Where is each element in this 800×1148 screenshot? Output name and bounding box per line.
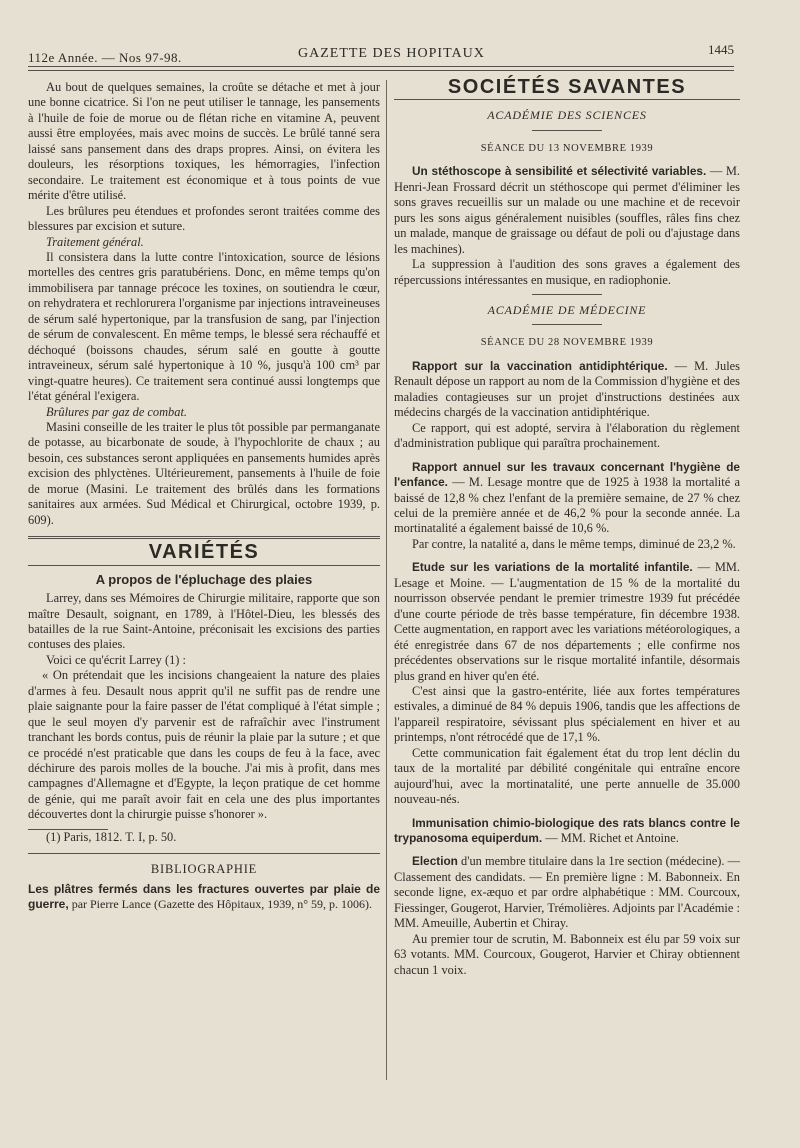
column-divider [386, 80, 387, 1080]
short-rule [532, 324, 602, 325]
report-text: — M. Henri-Jean Frossard décrit un stéthoscope qui permet d'éliminer les sons graves recueillis sur un malade ou une machine et de recevoir purs les sons aigus généralement nuisibles (souffles, râles fins chez un malade, manque de graissage ou défaut de poli ou d'ajustage dans les machines). [394, 164, 740, 256]
section-subheading: Traitement général. [46, 234, 144, 249]
academy-heading: ACADÉMIE DES SCIENCES [487, 108, 647, 123]
page-number: 1445 [708, 42, 734, 57]
article-title: A propos de l'épluchage des plaies [95, 571, 313, 587]
report-text: — M. Lesage montre que de 1925 à 1938 la mortalité a baissé de 12,8 % chez l'enfant de la première semaine, de 27 % chez celui de la première année et de 46,2 % pour la seconde année. La mortinatalité a également baissé de 10,6 %. [394, 475, 740, 536]
paragraph: Voici ce qu'écrit Larrey (1) : [46, 652, 186, 667]
short-rule [532, 130, 602, 131]
section-rule [28, 565, 380, 566]
paragraph: Au premier tour de scrutin, M. Babonneix est élu par 59 voix sur 63 votants. MM. Courcoux, Gougerot, Harvier et Chiray obtiennent chacun 1 voix. [394, 931, 740, 977]
session-date: SÉANCE DU 28 NOVEMBRE 1939 [480, 337, 654, 349]
header-rule [28, 70, 734, 71]
bibliography-entry-ref: par Pierre Lance (Gazette des Hôpitaux, 1939, n° 59, p. 1006). [68, 897, 373, 912]
issue-number: 112e Année. — Nos 97-98. [28, 50, 182, 65]
report-text: d'un membre titulaire dans la 1re section (médecine). — Classement des candidats. — En première ligne : M. Babonneix. En seconde ligne, ex-æquo et par ordre alphabétique : MM. Courcoux, Fiessinger, Gougerot, Harvier, Trémolières. Adjoints par l'Académie : MM. Ameuille, Aubertin et Chiray. [394, 854, 740, 931]
section-rule [28, 853, 380, 854]
paragraph: Par contre, la natalité a, dans le même temps, diminué de 23,2 %. [412, 536, 736, 551]
varietes-title: VARIÉTÉS [148, 541, 260, 564]
report-text: — MM. Richet et Antoine. [542, 831, 679, 846]
section-subheading: Brûlures par gaz de combat. [46, 404, 187, 419]
quote-text: « On prétendait que les incisions changeaient la nature des plaies d'armes à feu. Desault nous apprit qu'il ne suffit pas de rendre une plaie saignante pour la faire passer de l'état compliqué à l'état simple ; que le seul moyen d'y parvenir est de rafraîchir avec l'instrument tranchant les bords contus, puis de réunir la plaie par la suture ; et que ce procédé n'est praticable que dans les coups de feu à la face, avec déchirure des parois molles de la bouche. J'ai mis à profit, dans mes campagnes d'Allemagne et d'Egypte, la leçon pratique de cet homme de génie, qui me paraît avoir fait en cela une des plus importantes découvertes dont la chirurgie puisse s'honorer ». [28, 668, 380, 822]
paragraph: Il consistera dans la lutte contre l'intoxication, source de lésions mortelles des centres gris paratubériens. Donc, en même temps qu'on immobilisera par tannage précoce les toxines, on soutiendra le cœur, on rehydratera et rechlorurera l'organisme par injections intraveineuses de sérum salé hypertonique, par la transfusion de sang, par l'injection de sérum de convalescent. En même temps, le blessé sera réchauffé et déchoqué (boissons chaudes, sérum salé en goutte à goutte intraveineux, sérum salé hypertonique à 10 %, jusqu'à 100 cm³ par vingt-quatre heures). Ce traitement sera continué aussi longtemps que l'état général l'exigera. [28, 249, 380, 404]
paragraph: Masini conseille de les traiter le plus tôt possible par permanganate de potasse, au bicarbonate de soude, à l'hypochlorite de chaux ; au besoin, ces substances seront appliquées en pansements humides après excision des phlyctènes. Ultérieurement, pansements à l'huile de foie de morue (Masini. Le traitement des brûlés dans les formations sanitaires aux armées. Sud Médical et Chirurgical, octobre 1939, p. 609). [28, 419, 380, 527]
report-item [394, 816, 740, 847]
paragraph: La suppression à l'audition des sons graves a également des répercussions intéressantes en musique, en radiophonie. [394, 257, 740, 287]
session-date: SÉANCE DU 13 NOVEMBRE 1939 [480, 142, 654, 154]
report-title: Immunisation chimio-biologique des rats blancs contre le trypanosoma equiperdum. [394, 815, 740, 846]
report-title: Rapport annuel sur les travaux concernant l'hygiène de l'enfance. [394, 459, 740, 490]
footnote: (1) Paris, 1812. T. I, p. 50. [46, 829, 177, 844]
short-rule [532, 294, 602, 295]
report-item [394, 854, 740, 931]
paragraph: Larrey, dans ses Mémoires de Chirurgie militaire, rapporte que son maître Desault, soignant, en 1789, à l'Hôtel-Dieu, les blessés des batailles de la rue Saint-Antoine, préconisait les excisions des parties contuses des plaies. [28, 591, 380, 652]
report-text: — M. Jules Renault dépose un rapport au nom de la Commission d'hygiène et des maladies contagieuses sur un projet d'instructions destinées aux médecins chargés de la vaccination antidiphtérique. [394, 358, 740, 420]
paragraph: Les brûlures peu étendues et profondes seront traitées comme des blessures par excision et suture. [28, 203, 380, 234]
report-item [394, 164, 740, 257]
right-column [394, 76, 740, 978]
report-item [394, 460, 740, 537]
paragraph: C'est ainsi que la gastro-entérite, liée aux fortes températures estivales, a diminué de 84 % depuis 1906, tandis que les affections de l'appareil respiratoire, sévissant plus spécialement en hiver et au printemps, n'ont rétrocédé que de 17,1 %. [394, 683, 740, 745]
report-title: Election [412, 854, 458, 869]
bibliography-title: BIBLIOGRAPHIE [150, 862, 258, 877]
page-header [28, 42, 734, 68]
report-title: Un stéthoscope à sensibilité et sélectivité variables. [412, 164, 707, 179]
report-text: — MM. Lesage et Moine. — L'augmentation de 15 % de la mortalité du nourrisson observée pendant le premier trimestre 1939 fut précédée d'une courte période de très basse température, fin décembre 1938. Cette augmentation, en rapport avec les variations météorologiques, a été enregistrée dans 67 de nos départements ; elle confirme nos précédentes observations sur le risque mortalité infantile, désormais plus grand en hiver qu'en été. [394, 560, 740, 683]
journal-title: GAZETTE DES HOPITAUX [298, 46, 485, 61]
section-rule [394, 99, 740, 100]
section-rule [28, 536, 380, 539]
report-title: Etude sur les variations de la mortalité infantile. [412, 560, 693, 575]
societes-title: SOCIÉTÉS SAVANTES [447, 76, 687, 98]
report-item [394, 359, 740, 421]
left-column [28, 80, 380, 913]
quotation [28, 668, 380, 823]
paragraph: Cette communication fait également état du trop lent déclin du taux de la mortalité par débilité congénitale qui entraîne encore aujourd'hui, avec la mortinatalité, une perte annuelle de 35.000 nouveau-nés. [394, 745, 740, 807]
header-rule [28, 66, 734, 67]
paragraph: Ce rapport, qui est adopté, servira à l'élaboration du règlement d'administration publique qui paraîtra prochainement. [394, 420, 740, 451]
bibliography-entry [28, 882, 380, 913]
bibliography-entry-title: Les plâtres fermés dans les fractures ouvertes par plaie de guerre, [28, 881, 380, 912]
report-title: Rapport sur la vaccination antidiphtérique. [412, 358, 668, 373]
paragraph: Au bout de quelques semaines, la croûte se détache et met à jour une bonne cicatrice. Si l'on ne peut utiliser le tannage, les pansements à l'huile de foie de morue ou de flétan riche en vitamine A, peuvent aussi être employées, mais avec moins de succès. Le brûlé tanné sera laissé sans pansement dans des draps propres. Ainsi, on évitera les douleurs, les résorptions toxiques, les hémorragies, l'infection secondaire. Le traitement est économique et à tous points de vue mérite d'être utilisé. [28, 80, 380, 203]
report-item [394, 560, 740, 684]
academy-heading: ACADÉMIE DE MÉDECINE [487, 302, 647, 317]
